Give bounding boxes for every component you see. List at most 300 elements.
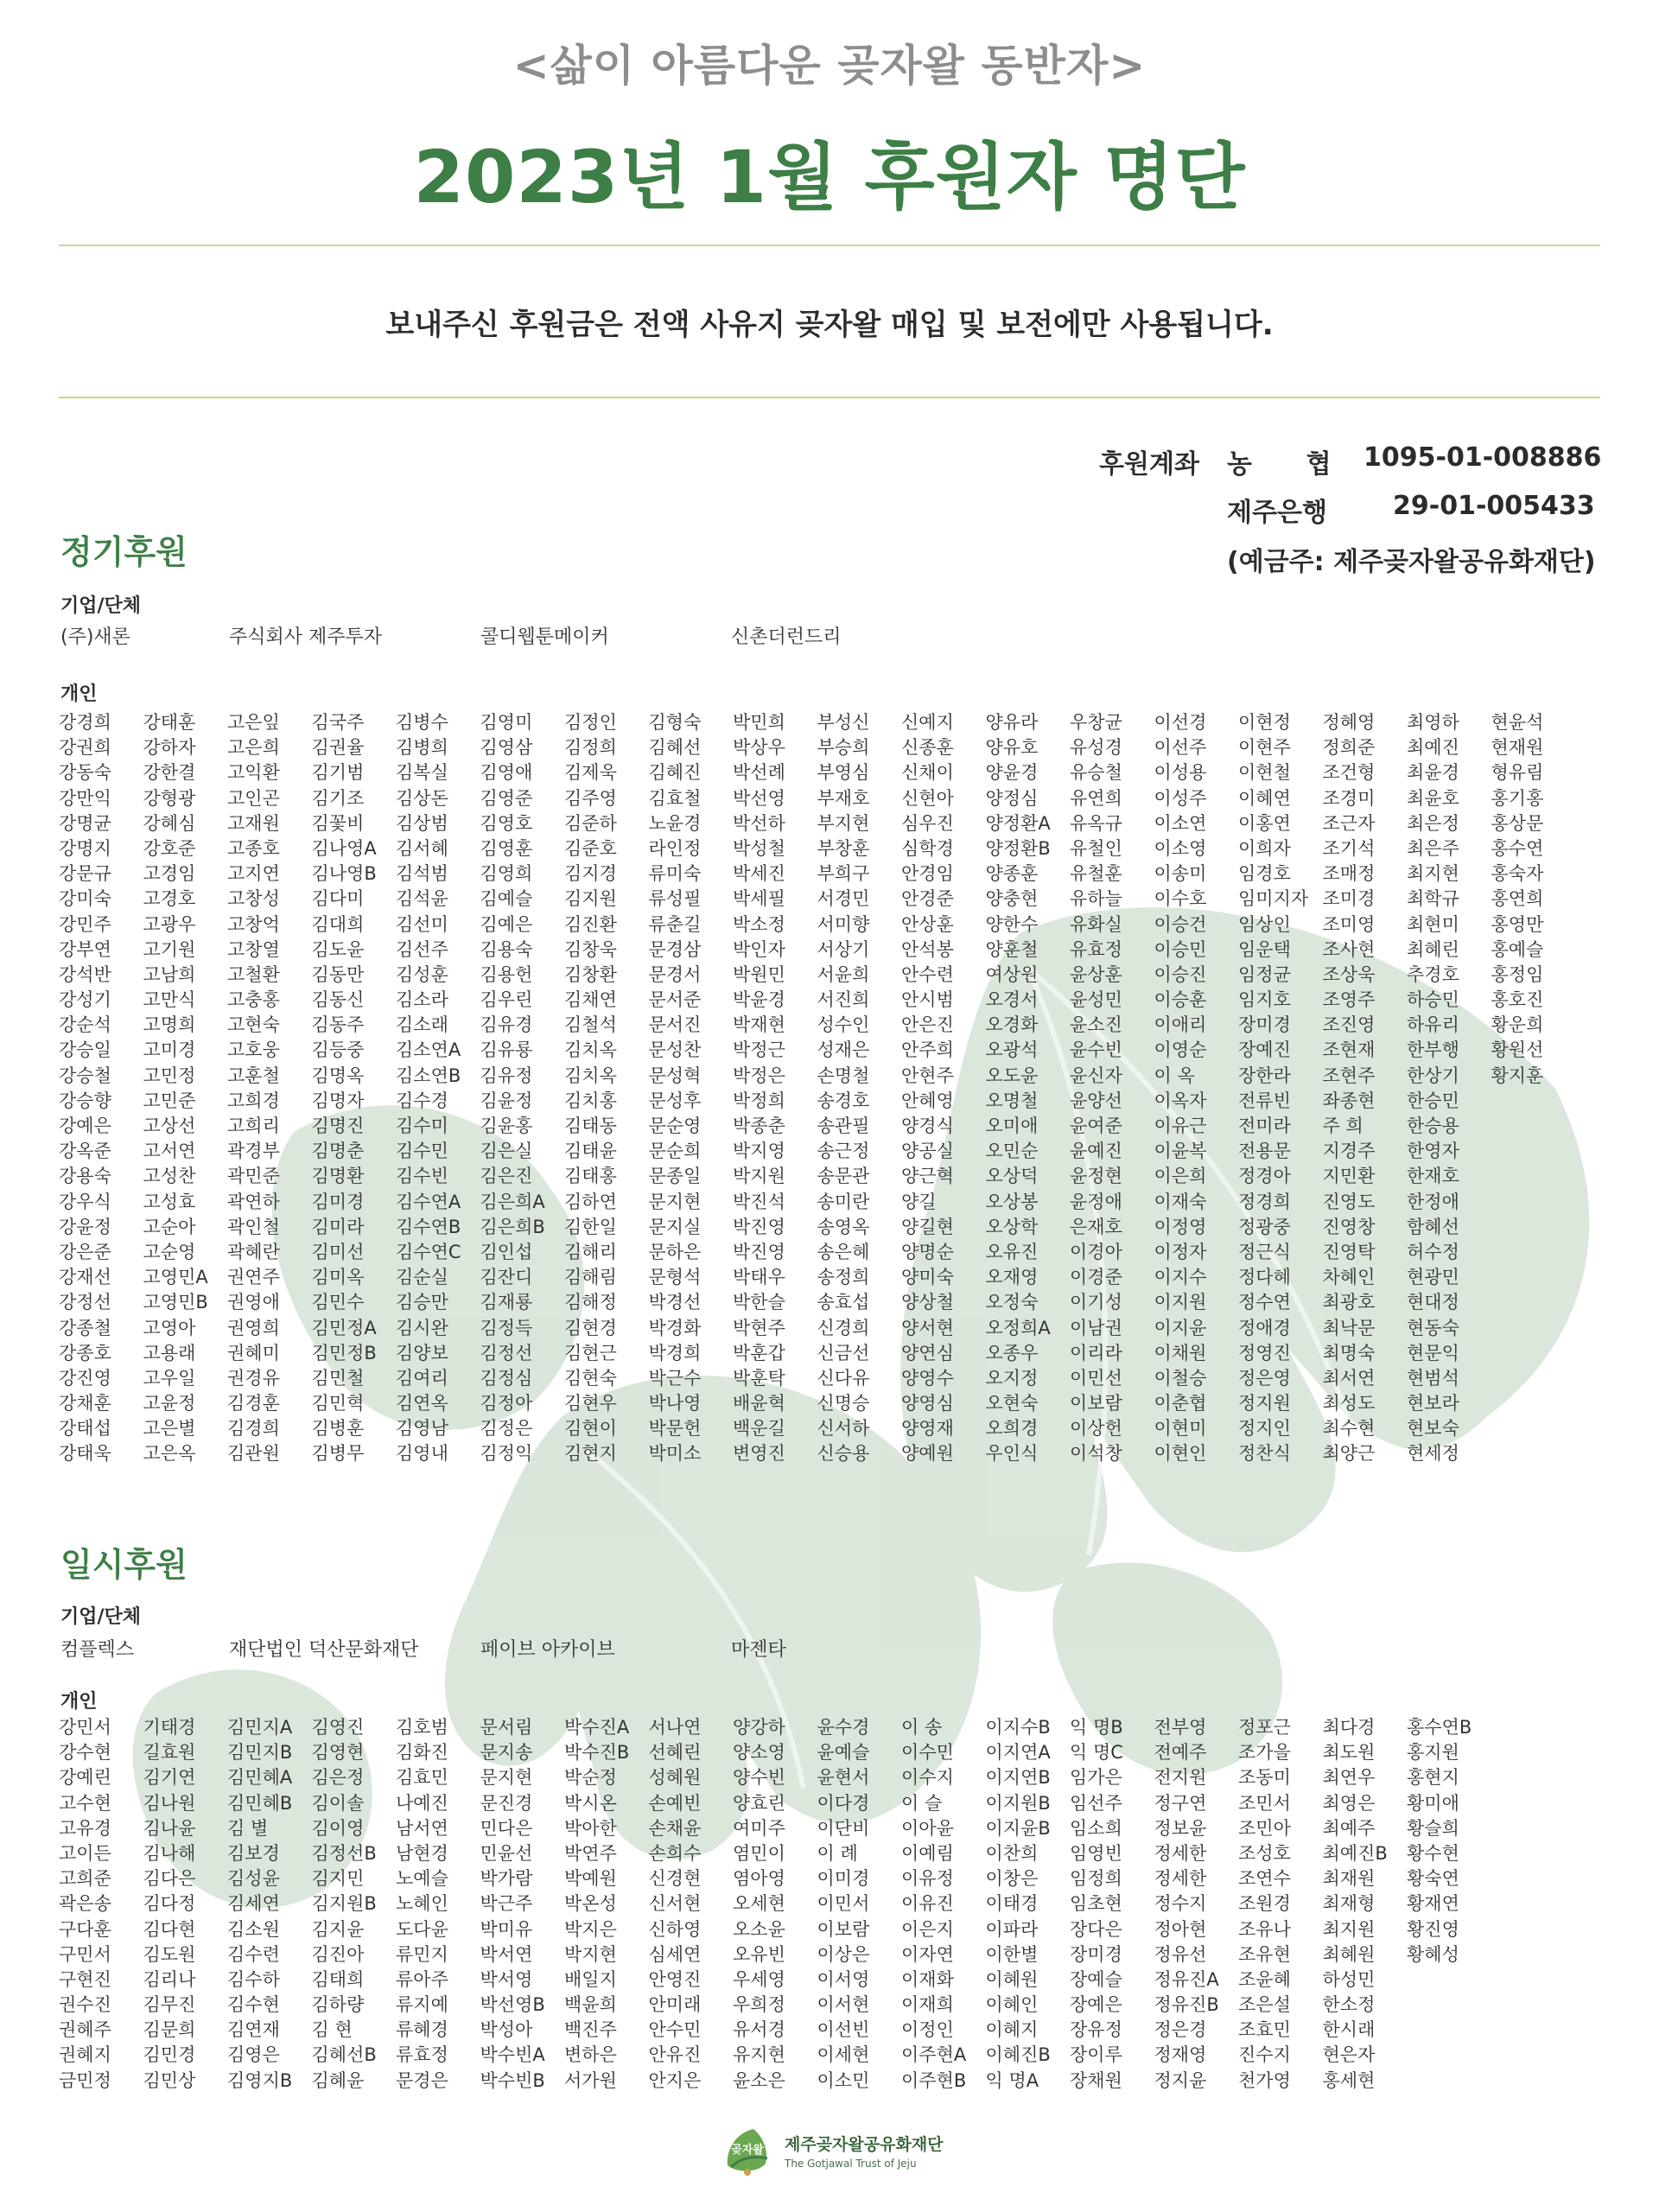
regular-donor-name: 배윤혁 — [733, 1393, 785, 1414]
regular-donor-name: 양한수 — [985, 913, 1039, 935]
regular-donor-name: 홍정임 — [1491, 963, 1544, 985]
regular-donor-name: 오경화 — [985, 1014, 1039, 1036]
regular-donor-name: 조미영 — [1322, 913, 1376, 935]
onetime-donor-name: 구민서 — [59, 1943, 111, 1965]
regular-donor-name: 김정희 — [564, 737, 617, 759]
regular-donor-name: 김명춘 — [311, 1141, 365, 1162]
regular-donor-name: 신채이 — [901, 762, 954, 784]
regular-donor-name: 김순실 — [396, 1267, 448, 1288]
onetime-donor-name: 이상은 — [817, 1943, 870, 1965]
onetime-donor-name: 윤소은 — [733, 2069, 785, 2091]
onetime-donor-name: 우희정 — [733, 1994, 785, 2016]
regular-donor-name: 조사현 — [1322, 938, 1376, 960]
onetime-donor-name: 황수현 — [1407, 1842, 1459, 1864]
regular-donor-name: 최성도 — [1322, 1393, 1376, 1414]
onetime-donor-name: 김하량 — [311, 1994, 365, 2016]
regular-donor-name: 전미라 — [1238, 1116, 1291, 1136]
regular-donor-name: 김채연 — [564, 989, 617, 1011]
onetime-donor-name: 김영현 — [311, 1742, 365, 1764]
regular-donor-name: 김병훈 — [311, 1418, 365, 1440]
regular-donor-name: 이승민 — [1154, 938, 1207, 960]
regular-donor-name: 신다유 — [817, 1367, 870, 1389]
regular-donor-name: 함혜선 — [1407, 1216, 1459, 1237]
onetime-donor-name: 조효민 — [1238, 2019, 1291, 2041]
onetime-donor-name: 홍세현 — [1322, 2069, 1376, 2091]
onetime-donor-name: 고유경 — [59, 1817, 111, 1839]
regular-donor-name: 서진희 — [817, 989, 870, 1011]
regular-donor-name: 김영애 — [480, 762, 533, 784]
regular-donor-name: 부재호 — [817, 787, 870, 809]
regular-donor-name: 이석창 — [1070, 1443, 1122, 1465]
regular-donor-name: 홍호진 — [1491, 989, 1544, 1011]
regular-donor-name: 김치홍 — [564, 1090, 617, 1111]
regular-donor-name: 강정선 — [59, 1292, 111, 1313]
regular-donor-name: 심학경 — [901, 837, 954, 859]
regular-donor-name: 고창억 — [227, 913, 280, 935]
onetime-donor-name: 김연재 — [227, 2019, 280, 2041]
regular-donor-name: 이지원 — [1154, 1292, 1207, 1313]
regular-donor-name: 이영순 — [1154, 1039, 1207, 1061]
onetime-donor-name: 박선영B — [480, 1994, 545, 2016]
regular-donor-name: 김유룡 — [480, 1039, 533, 1061]
regular-donor-name: 부승희 — [817, 737, 870, 759]
regular-donor-name: 최지현 — [1407, 863, 1459, 885]
onetime-donor-name: 최다경 — [1322, 1717, 1376, 1738]
regular-donor-name: 고순아 — [143, 1216, 196, 1237]
regular-donor-name: 김준호 — [564, 837, 617, 859]
regular-donor-name: 고성효 — [143, 1191, 196, 1212]
regular-donor-name: 양미숙 — [901, 1267, 954, 1288]
onetime-donor-name: 윤현서 — [817, 1767, 870, 1789]
regular-donor-name: 김기조 — [311, 787, 365, 809]
regular-donor-name: 홍연희 — [1491, 888, 1544, 910]
onetime-corp-item: 마젠타 — [731, 1639, 786, 1661]
regular-donor-name: 윤양선 — [1070, 1090, 1122, 1111]
regular-donor-name: 현대정 — [1407, 1292, 1459, 1313]
regular-donor-name: 김수미 — [396, 1116, 448, 1136]
regular-donor-name: 이정자 — [1154, 1241, 1207, 1262]
regular-donor-name: 김철석 — [564, 1014, 617, 1036]
regular-donor-name: 장한라 — [1238, 1065, 1291, 1086]
regular-donor-name: 윤수빈 — [1070, 1039, 1122, 1061]
regular-donor-name: 곽경부 — [227, 1141, 280, 1162]
onetime-donor-name: 윤예슬 — [817, 1742, 870, 1764]
regular-donor-name: 문순희 — [648, 1141, 702, 1162]
onetime-donor-name: 안지은 — [648, 2069, 702, 2091]
regular-donor-name: 박진영 — [733, 1216, 785, 1237]
onetime-donor-name: 김도원 — [143, 1943, 196, 1965]
regular-donor-name: 박선영 — [733, 787, 785, 809]
onetime-donor-name: 장미경 — [1070, 1943, 1122, 1965]
onetime-donor-name: 이혜원 — [985, 1968, 1039, 1990]
regular-donor-name: 권연주 — [227, 1267, 280, 1288]
regular-donor-name: 김대희 — [311, 913, 365, 935]
regular-donor-name: 이성주 — [1154, 787, 1207, 809]
onetime-donor-name: 이유정 — [901, 1868, 954, 1890]
regular-donor-name: 고희경 — [227, 1090, 280, 1111]
onetime-donor-name: 양수빈 — [733, 1767, 785, 1789]
regular-donor-name: 김현우 — [564, 1393, 617, 1414]
regular-donor-name: 박인자 — [733, 938, 785, 960]
onetime-donor-name: 임영빈 — [1070, 1842, 1122, 1864]
regular-donor-name: 고창성 — [227, 888, 280, 910]
regular-donor-name: 박정은 — [733, 1065, 785, 1086]
regular-donor-name: 이철승 — [1154, 1367, 1207, 1389]
onetime-donor-name: 김민혜B — [227, 1792, 293, 1814]
onetime-donor-name: 정구연 — [1154, 1792, 1207, 1814]
regular-donor-name: 안상훈 — [901, 913, 954, 935]
onetime-donor-name: 천가영 — [1238, 2069, 1291, 2091]
regular-donor-name: 정찬식 — [1238, 1443, 1291, 1465]
onetime-donor-name: 정유진B — [1154, 1994, 1219, 2016]
regular-donor-name: 이경아 — [1070, 1241, 1122, 1262]
regular-donor-name: 문서준 — [648, 989, 702, 1011]
onetime-donor-name: 서가원 — [564, 2069, 617, 2091]
regular-donor-name: 오경서 — [985, 989, 1039, 1011]
regular-donor-name: 송관필 — [817, 1116, 870, 1136]
onetime-donor-name: 조민아 — [1238, 1817, 1291, 1839]
regular-donor-name: 김예은 — [480, 913, 533, 935]
regular-donor-name: 고민준 — [143, 1090, 196, 1111]
regular-donor-name: 박나영 — [648, 1393, 702, 1414]
onetime-donor-name: 이아윤 — [901, 1817, 954, 1839]
regular-donor-name: 문성혁 — [648, 1065, 702, 1086]
regular-donor-name: 김명자 — [311, 1090, 365, 1111]
regular-donor-name: 강재선 — [59, 1267, 111, 1288]
onetime-donor-name: 장예슬 — [1070, 1968, 1122, 1990]
regular-donor-name: 윤소진 — [1070, 1014, 1122, 1036]
onetime-donor-name: 이다경 — [817, 1792, 870, 1814]
regular-donor-name: 김관원 — [227, 1443, 280, 1465]
onetime-donor-name: 정지윤 — [1154, 2069, 1207, 2091]
regular-donor-name: 서윤희 — [817, 963, 870, 985]
regular-donor-name: 임정균 — [1238, 963, 1291, 985]
regular-donor-name: 임지호 — [1238, 989, 1291, 1011]
onetime-donor-name: 손예빈 — [648, 1792, 702, 1814]
regular-donor-name: 김치옥 — [564, 1065, 617, 1086]
onetime-donor-name: 안영진 — [648, 1968, 702, 1990]
regular-donor-name: 오정희A — [985, 1317, 1051, 1338]
onetime-donor-name: 고희준 — [59, 1868, 111, 1890]
onetime-donor-name: 홍현지 — [1407, 1767, 1459, 1789]
regular-donor-name: 문지현 — [648, 1191, 702, 1212]
onetime-donor-name: 장이루 — [1070, 2044, 1122, 2066]
regular-donor-name: 정지원 — [1238, 1393, 1291, 1414]
regular-donor-name: 고인곤 — [227, 787, 280, 809]
regular-donor-name: 박지영 — [733, 1141, 785, 1162]
regular-donor-name: 강종호 — [59, 1342, 111, 1363]
regular-donor-name: 김혜진 — [648, 762, 702, 784]
regular-donor-name: 유옥규 — [1070, 812, 1122, 834]
onetime-donor-name: 박서연 — [480, 1943, 533, 1965]
onetime-donor-name: 김이솔 — [311, 1792, 365, 1814]
regular-donor-name: 김정아 — [480, 1393, 533, 1414]
regular-donor-name: 고은옥 — [143, 1443, 196, 1465]
regular-donor-name: 노윤경 — [648, 812, 702, 834]
regular-donor-name: 오재영 — [985, 1267, 1039, 1288]
regular-donor-name: 김현근 — [564, 1342, 617, 1363]
regular-donor-name: 김국주 — [311, 712, 365, 733]
regular-donor-name: 김동신 — [311, 989, 365, 1011]
onetime-donor-name: 홍수연B — [1407, 1717, 1472, 1738]
regular-donor-name: 최은주 — [1407, 837, 1459, 859]
regular-donor-name: 박훈탁 — [733, 1367, 785, 1389]
regular-donor-name: 박선례 — [733, 762, 785, 784]
onetime-donor-name: 익 명C — [1070, 1742, 1123, 1764]
onetime-donor-name: 최지원 — [1322, 1918, 1376, 1940]
onetime-donor-name: 최도원 — [1322, 1742, 1376, 1764]
regular-donor-name: 박현주 — [733, 1317, 785, 1338]
regular-donor-name: 고영민A — [143, 1267, 208, 1288]
regular-donor-name: 윤신자 — [1070, 1065, 1122, 1086]
regular-donor-name: 강명균 — [59, 812, 111, 834]
regular-donor-name: 조현주 — [1322, 1065, 1376, 1086]
onetime-donor-name: 기태경 — [143, 1717, 196, 1738]
regular-donor-name: 최양근 — [1322, 1443, 1376, 1465]
regular-donor-name: 박한슬 — [733, 1292, 785, 1313]
onetime-donor-name: 김 현 — [311, 2019, 353, 2041]
regular-donor-name: 유철인 — [1070, 837, 1122, 859]
onetime-donor-name: 이수지 — [901, 1767, 954, 1789]
regular-donor-name: 홍상문 — [1491, 812, 1544, 834]
regular-donor-name: 김영내 — [396, 1443, 448, 1465]
onetime-donor-name: 손희수 — [648, 1842, 702, 1864]
onetime-donor-name: 이 슬 — [901, 1792, 943, 1814]
regular-donor-name: 전용문 — [1238, 1141, 1291, 1162]
onetime-donor-name: 오유빈 — [733, 1943, 785, 1965]
regular-donor-name: 양상철 — [901, 1292, 954, 1313]
onetime-corp-item: 페이브 아카이브 — [480, 1639, 615, 1661]
regular-donor-name: 이정영 — [1154, 1216, 1207, 1237]
regular-donor-name: 오명철 — [985, 1090, 1039, 1111]
regular-donor-name: 하유리 — [1407, 1014, 1459, 1036]
onetime-donor-name: 심세연 — [648, 1943, 702, 1965]
regular-donor-name: 차혜인 — [1322, 1267, 1376, 1288]
regular-donor-name: 양길 — [901, 1191, 937, 1212]
regular-donor-name: 안경준 — [901, 888, 954, 910]
regular-donor-name: 양충현 — [985, 888, 1039, 910]
onetime-donor-name: 고수현 — [59, 1792, 111, 1814]
regular-donor-name: 김현지 — [564, 1443, 617, 1465]
regular-donor-name: 현동숙 — [1407, 1317, 1459, 1338]
regular-donor-name: 신종훈 — [901, 737, 954, 759]
onetime-individual-label: 개인 — [60, 1691, 98, 1713]
account-bank-nh: 농 협 — [1227, 449, 1332, 480]
regular-donor-name: 양서현 — [901, 1317, 954, 1338]
regular-donor-name: 양정환A — [985, 812, 1051, 834]
onetime-donor-name: 정포근 — [1238, 1717, 1291, 1738]
regular-donor-name: 김병무 — [311, 1443, 365, 1465]
onetime-donor-name: 오소윤 — [733, 1918, 785, 1940]
regular-donor-name: 김경희 — [227, 1418, 280, 1440]
regular-donor-name: 강태섭 — [59, 1418, 111, 1440]
regular-donor-name: 김상범 — [396, 812, 448, 834]
onetime-donor-name: 정보윤 — [1154, 1817, 1207, 1839]
regular-donor-name: 문성찬 — [648, 1039, 702, 1061]
regular-donor-name: 안시범 — [901, 989, 954, 1011]
regular-donor-name: 강태훈 — [143, 712, 196, 733]
regular-donor-name: 김은진 — [480, 1166, 533, 1187]
regular-donor-name: 이경준 — [1070, 1267, 1122, 1288]
regular-donor-name: 김해정 — [564, 1292, 617, 1313]
regular-donor-name: 심우진 — [901, 812, 954, 834]
onetime-donor-name: 김진아 — [311, 1943, 365, 1965]
onetime-donor-name: 이세현 — [817, 2044, 870, 2066]
onetime-donor-name: 정은경 — [1154, 2019, 1207, 2041]
regular-donor-name: 고지연 — [227, 863, 280, 885]
onetime-donor-name: 김민지A — [227, 1717, 293, 1738]
regular-donor-name: 임미지자 — [1238, 888, 1309, 910]
regular-donor-name: 백운길 — [733, 1418, 785, 1440]
regular-donor-name: 현윤석 — [1491, 712, 1544, 733]
onetime-donor-name: 정세한 — [1154, 1868, 1207, 1890]
regular-donor-name: 안주희 — [901, 1039, 954, 1061]
onetime-donor-name: 김수련 — [227, 1943, 280, 1965]
onetime-donor-name: 김나원 — [143, 1792, 196, 1814]
regular-donor-name: 강순석 — [59, 1014, 111, 1036]
logo-mark-text: 곶자왈 — [731, 2144, 764, 2157]
onetime-donor-name: 이예림 — [901, 1842, 954, 1864]
regular-donor-name: 정혜영 — [1322, 712, 1376, 733]
regular-donor-name: 고희리 — [227, 1116, 280, 1136]
regular-donor-name: 고광우 — [143, 913, 196, 935]
regular-donor-name: 최현미 — [1407, 913, 1459, 935]
regular-donor-name: 김준하 — [564, 812, 617, 834]
regular-donor-name: 한상기 — [1407, 1065, 1459, 1086]
regular-donor-name: 홍기홍 — [1491, 787, 1544, 809]
regular-donor-name: 부희구 — [817, 863, 870, 885]
onetime-donor-name: 문진경 — [480, 1792, 533, 1814]
regular-donor-name: 여상원 — [985, 963, 1039, 985]
regular-donor-name: 권경유 — [227, 1367, 280, 1389]
regular-donor-name: 김복실 — [396, 762, 448, 784]
regular-donor-name: 고만식 — [143, 989, 196, 1011]
onetime-donor-name: 이 송 — [901, 1717, 943, 1738]
regular-donor-name: 김기범 — [311, 762, 365, 784]
regular-donor-name: 이은희 — [1154, 1166, 1207, 1187]
onetime-donor-name: 장유정 — [1070, 2019, 1122, 2041]
regular-donor-name: 양근혁 — [901, 1166, 954, 1187]
regular-section-title: 정기후원 — [60, 533, 188, 571]
regular-donor-name: 이옥자 — [1154, 1090, 1207, 1111]
onetime-donor-name: 최재원 — [1322, 1868, 1376, 1890]
onetime-donor-name: 양효린 — [733, 1792, 785, 1814]
regular-donor-name: 오광석 — [985, 1039, 1039, 1061]
regular-donor-name: 양경식 — [901, 1116, 954, 1136]
onetime-donor-name: 장다은 — [1070, 1918, 1122, 1940]
regular-donor-name: 양공실 — [901, 1141, 954, 1162]
onetime-donor-name: 이파라 — [985, 1918, 1039, 1940]
onetime-donor-name: 김민혜A — [227, 1767, 293, 1789]
regular-donor-name: 문순영 — [648, 1116, 702, 1136]
onetime-donor-name: 염민이 — [733, 1842, 785, 1864]
onetime-donor-name: 김성윤 — [227, 1868, 280, 1890]
onetime-donor-name: 박성아 — [480, 2019, 533, 2041]
regular-donor-name: 송근정 — [817, 1141, 870, 1162]
regular-donor-name: 홍예슬 — [1491, 938, 1544, 960]
regular-donor-name: 이혜연 — [1238, 787, 1291, 809]
regular-donor-name: 강우식 — [59, 1191, 111, 1212]
regular-donor-name: 박근수 — [648, 1367, 702, 1389]
regular-donor-name: 박민희 — [733, 712, 785, 733]
onetime-donor-name: 이지연A — [985, 1742, 1051, 1764]
regular-donor-name: 김승만 — [396, 1292, 448, 1313]
regular-donor-name: 한승용 — [1407, 1116, 1459, 1136]
regular-donor-name: 고성찬 — [143, 1166, 196, 1187]
onetime-donor-name: 문서림 — [480, 1717, 533, 1738]
regular-donor-name: 박상우 — [733, 737, 785, 759]
regular-donor-name: 문성후 — [648, 1090, 702, 1111]
regular-donor-name: 강예은 — [59, 1116, 111, 1136]
regular-donor-name: 조경미 — [1322, 787, 1376, 809]
regular-donor-name: 이승진 — [1154, 963, 1207, 985]
regular-donor-name: 이성용 — [1154, 762, 1207, 784]
onetime-donor-name: 김다현 — [143, 1918, 196, 1940]
regular-donor-name: 정애경 — [1238, 1317, 1291, 1338]
regular-donor-name: 장예진 — [1238, 1039, 1291, 1061]
regular-donor-name: 김등중 — [311, 1039, 365, 1061]
regular-donor-name: 이애리 — [1154, 1014, 1207, 1036]
regular-donor-name: 추경호 — [1407, 963, 1459, 985]
regular-donor-name: 부영심 — [817, 762, 870, 784]
onetime-donor-name: 김수현 — [227, 1994, 280, 2016]
regular-corp-item: 콜디웹툰메이커 — [480, 626, 609, 648]
foundation-logo — [719, 2124, 944, 2177]
onetime-donor-name: 염아영 — [733, 1868, 785, 1890]
onetime-donor-name: 선혜린 — [648, 1742, 702, 1764]
regular-donor-name: 오도윤 — [985, 1065, 1039, 1086]
regular-donor-name: 안혜영 — [901, 1090, 954, 1111]
onetime-donor-name: 김수하 — [227, 1968, 280, 1990]
regular-donor-name: 지경주 — [1322, 1141, 1376, 1162]
regular-donor-name: 김인섭 — [480, 1241, 533, 1262]
onetime-donor-name: 강민서 — [59, 1717, 111, 1738]
regular-donor-name: 김재룡 — [480, 1292, 533, 1313]
regular-donor-name: 김미라 — [311, 1216, 365, 1237]
onetime-donor-name: 조유현 — [1238, 1943, 1291, 1965]
onetime-donor-name: 고이든 — [59, 1842, 111, 1864]
regular-donor-name: 김정은 — [480, 1418, 533, 1440]
gotjawal-logo-icon — [719, 2124, 776, 2177]
onetime-donor-name: 안수민 — [648, 2019, 702, 2041]
regular-donor-name: 이현정 — [1238, 712, 1291, 733]
onetime-donor-name: 문경은 — [396, 2069, 448, 2091]
regular-donor-name: 고서연 — [143, 1141, 196, 1162]
regular-donor-name: 박진영 — [733, 1241, 785, 1262]
onetime-donor-name: 진수지 — [1238, 2044, 1291, 2066]
regular-donor-name: 김미옥 — [311, 1267, 365, 1288]
page-subtitle: <삶이 아름다운 곶자왈 동반자> — [512, 41, 1147, 91]
regular-donor-name: 고훈철 — [227, 1065, 280, 1086]
onetime-donor-name: 정재영 — [1154, 2044, 1207, 2066]
regular-donor-name: 김수연C — [396, 1241, 461, 1262]
regular-donor-name: 강옥준 — [59, 1141, 111, 1162]
regular-donor-name: 김나영B — [311, 863, 377, 885]
regular-donor-name: 이현주 — [1238, 737, 1291, 759]
regular-donor-name: 최학규 — [1407, 888, 1459, 910]
regular-donor-name: 고창열 — [227, 938, 280, 960]
onetime-donor-name: 박순정 — [564, 1767, 617, 1789]
onetime-donor-name: 이한별 — [985, 1943, 1039, 1965]
regular-donor-name: 우창균 — [1070, 712, 1122, 733]
regular-donor-name: 김은희A — [480, 1191, 545, 1212]
onetime-donor-name: 최영은 — [1322, 1792, 1376, 1814]
regular-donor-name: 정수연 — [1238, 1292, 1291, 1313]
onetime-donor-name: 임소희 — [1070, 1817, 1122, 1839]
regular-donor-name: 이현인 — [1154, 1443, 1207, 1465]
regular-donor-name: 송은혜 — [817, 1241, 870, 1262]
regular-donor-name: 은재호 — [1070, 1216, 1122, 1237]
